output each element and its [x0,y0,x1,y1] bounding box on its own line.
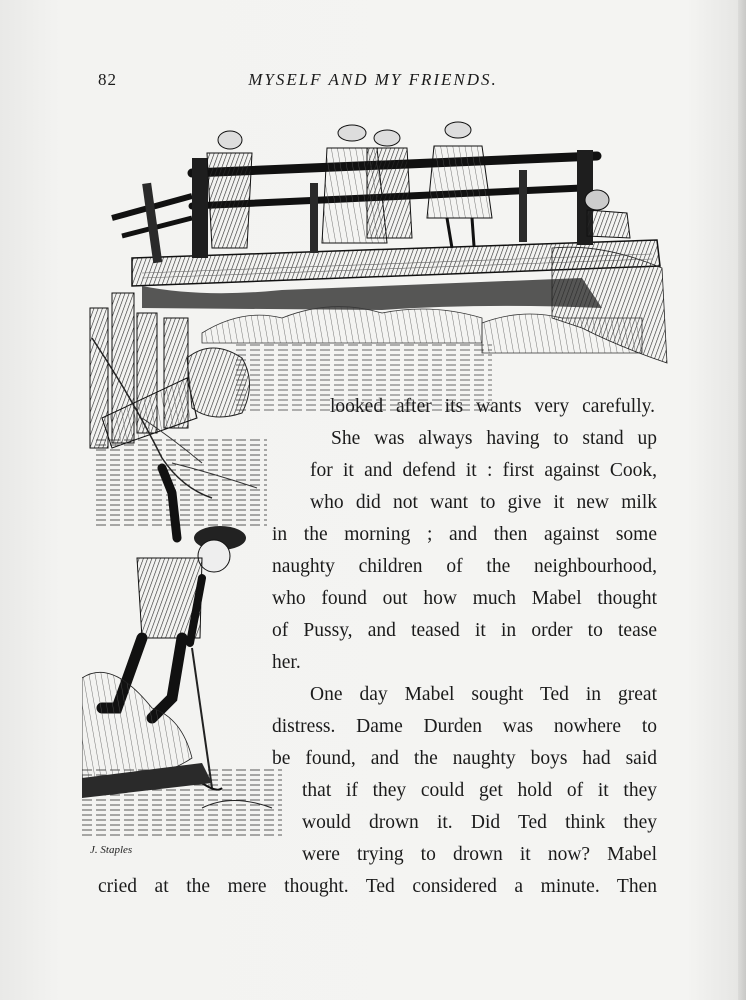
page-header [0,70,746,94]
children-on-bridge [207,122,630,248]
text-line: She was always having to stand up [331,428,657,449]
text-line: distress. Dame Durden was nowhere to [272,716,657,737]
text-line: naughty children of the neighbourhood, [272,556,657,577]
text-line: be found, and the naughty boys had said [272,748,657,769]
text-line: looked after its wants very carefully. [330,396,655,417]
page-number: 82 [98,70,117,89]
text-line: her. [272,652,301,673]
artist-signature: J. Staples [90,844,133,856]
text-line: of Pussy, and teased it in order to tease [272,620,657,641]
text-line: for it and defend it : first against Cook, [310,460,657,481]
page-edge [738,0,746,1000]
text-line: that if they could get hold of it they [302,780,657,801]
text-line: in the morning ; and then against some [272,524,657,545]
left-bank-posts [90,293,250,448]
text-line: were trying to drown it now? Mabel [302,844,657,865]
text-line: cried at the mere thought. Ted considered a minute. Then [98,876,657,897]
text-line: would drown it. Did Ted think they [302,812,657,833]
text-line: who found out how much Mabel thought [272,588,657,609]
running-title: MYSELF AND MY FRIENDS. [248,70,498,89]
text-line: who did not want to give it new milk [310,492,657,513]
grassy-bank [82,672,212,798]
text-line: One day Mabel sought Ted in great [310,684,657,705]
